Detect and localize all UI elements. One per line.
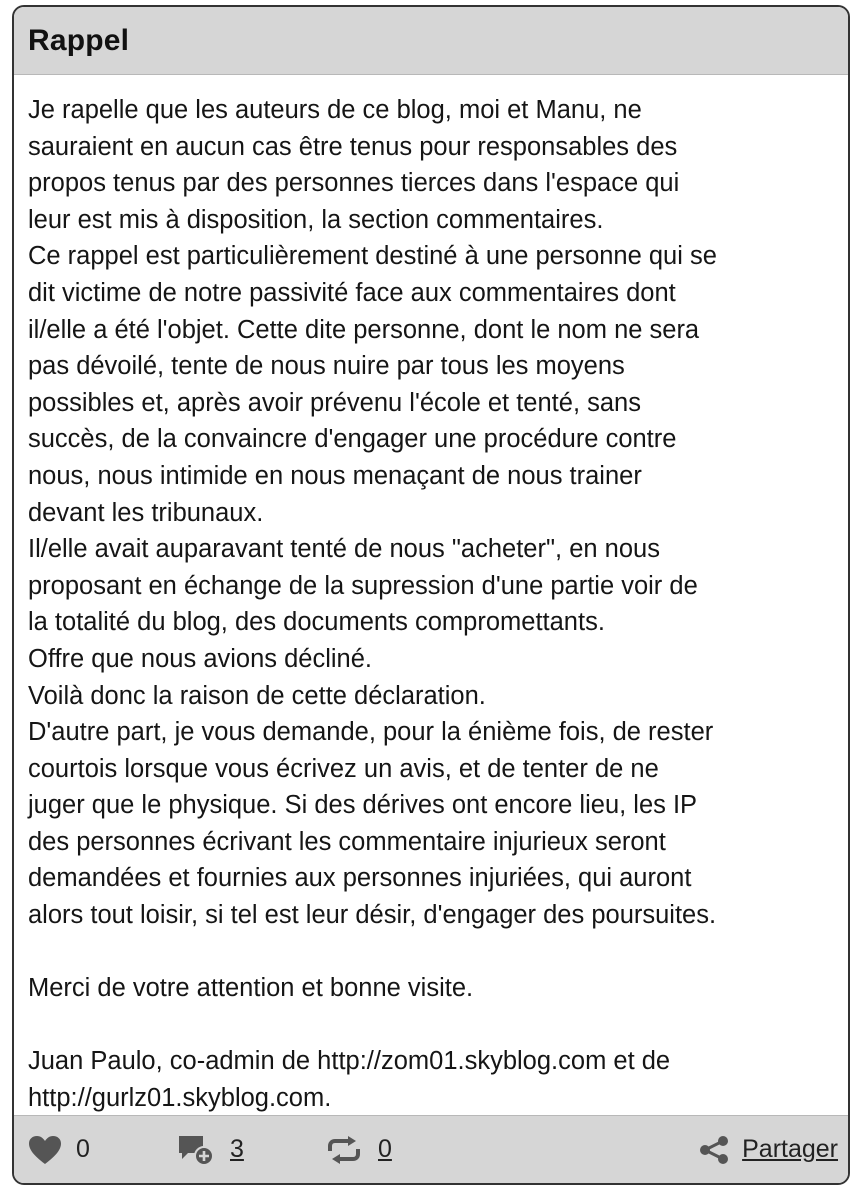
post-text-line-blank (28, 934, 834, 971)
like-count: 0 (76, 1135, 90, 1163)
post-text-line: dit victime de notre passivité face aux commentaires dont (28, 278, 676, 307)
share-icon (698, 1135, 730, 1165)
post-text-line: http://gurlz01.skyblog.com. (28, 1084, 332, 1113)
post-text-line: Voilà donc la raison de cette déclaration. (28, 681, 486, 710)
post-title: Rappel (28, 23, 130, 57)
share-link[interactable]: Partager (742, 1135, 838, 1163)
post-text-line: pas dévoilé, tente de nous nuire par tous les moyens (28, 352, 625, 381)
post-text-line: Ce rappel est particulièrement destiné à une personne qui se (28, 242, 717, 271)
post-text-line: Offre que nous avions décliné. (28, 644, 373, 673)
post-text-line: alors tout loisir, si tel est leur désir, d'engager des poursuites. (28, 901, 717, 930)
post-text-line: possibles et, après avoir prévenu l'école et tenté, sans (28, 388, 641, 417)
post-header (14, 7, 848, 75)
post-text-line: Je rapelle que les auteurs de ce blog, moi et Manu, ne (28, 96, 642, 124)
post-body (14, 75, 848, 1115)
comment-count-link[interactable]: 3 (230, 1135, 244, 1163)
repost-count-link[interactable]: 0 (378, 1135, 392, 1163)
post-text-line: des personnes écrivant les commentaire injurieux seront (28, 827, 666, 856)
post-card (12, 5, 850, 1185)
share-button[interactable] (698, 1116, 838, 1183)
post-text-line: proposant en échange de la supression d'une partie voir de (28, 571, 698, 600)
post-text-line: la totalité du blog, des documents compromettants. (28, 608, 605, 637)
comment-button[interactable] (176, 1116, 244, 1183)
post-text-line: succès, de la convaincre d'engager une procédure contre (28, 425, 677, 454)
post-text-line-blank (28, 1007, 834, 1044)
repost-button[interactable] (324, 1116, 392, 1183)
post-text-line: nous, nous intimide en nous menaçant de nous trainer (28, 461, 642, 490)
post-text-line: il/elle a été l'objet. Cette dite personne, dont le nom ne sera (28, 315, 700, 344)
post-text-line: devant les tribunaux. (28, 498, 264, 527)
post-text-line: demandées et fournies aux personnes injuriées, qui auront (28, 864, 692, 893)
comment-add-icon (176, 1133, 216, 1167)
post-text-line: sauraient en aucun cas être tenus pour responsables des (28, 132, 678, 161)
post-text-line: Juan Paulo, co-admin de http://zom01.skyblog.com et de (28, 1047, 671, 1076)
post-text-line: courtois lorsque vous écrivez un avis, et de tenter de ne (28, 754, 659, 783)
like-button[interactable] (28, 1116, 90, 1183)
repost-icon (324, 1136, 364, 1164)
post-text-line: leur est mis à disposition, la section commentaires. (28, 205, 604, 234)
post-text-line: propos tenus par des personnes tierces dans l'espace qui (28, 169, 680, 198)
post-footer (14, 1115, 848, 1183)
post-text-line: juger que le physique. Si des dérives ont encore lieu, les IP (28, 791, 698, 820)
heart-icon (28, 1135, 62, 1165)
post-text-line: Merci de votre attention et bonne visite. (28, 974, 474, 1003)
post-text-line: Il/elle avait auparavant tenté de nous "acheter", en nous (28, 535, 660, 564)
post-text-line: D'autre part, je vous demande, pour la énième fois, de rester (28, 718, 714, 747)
